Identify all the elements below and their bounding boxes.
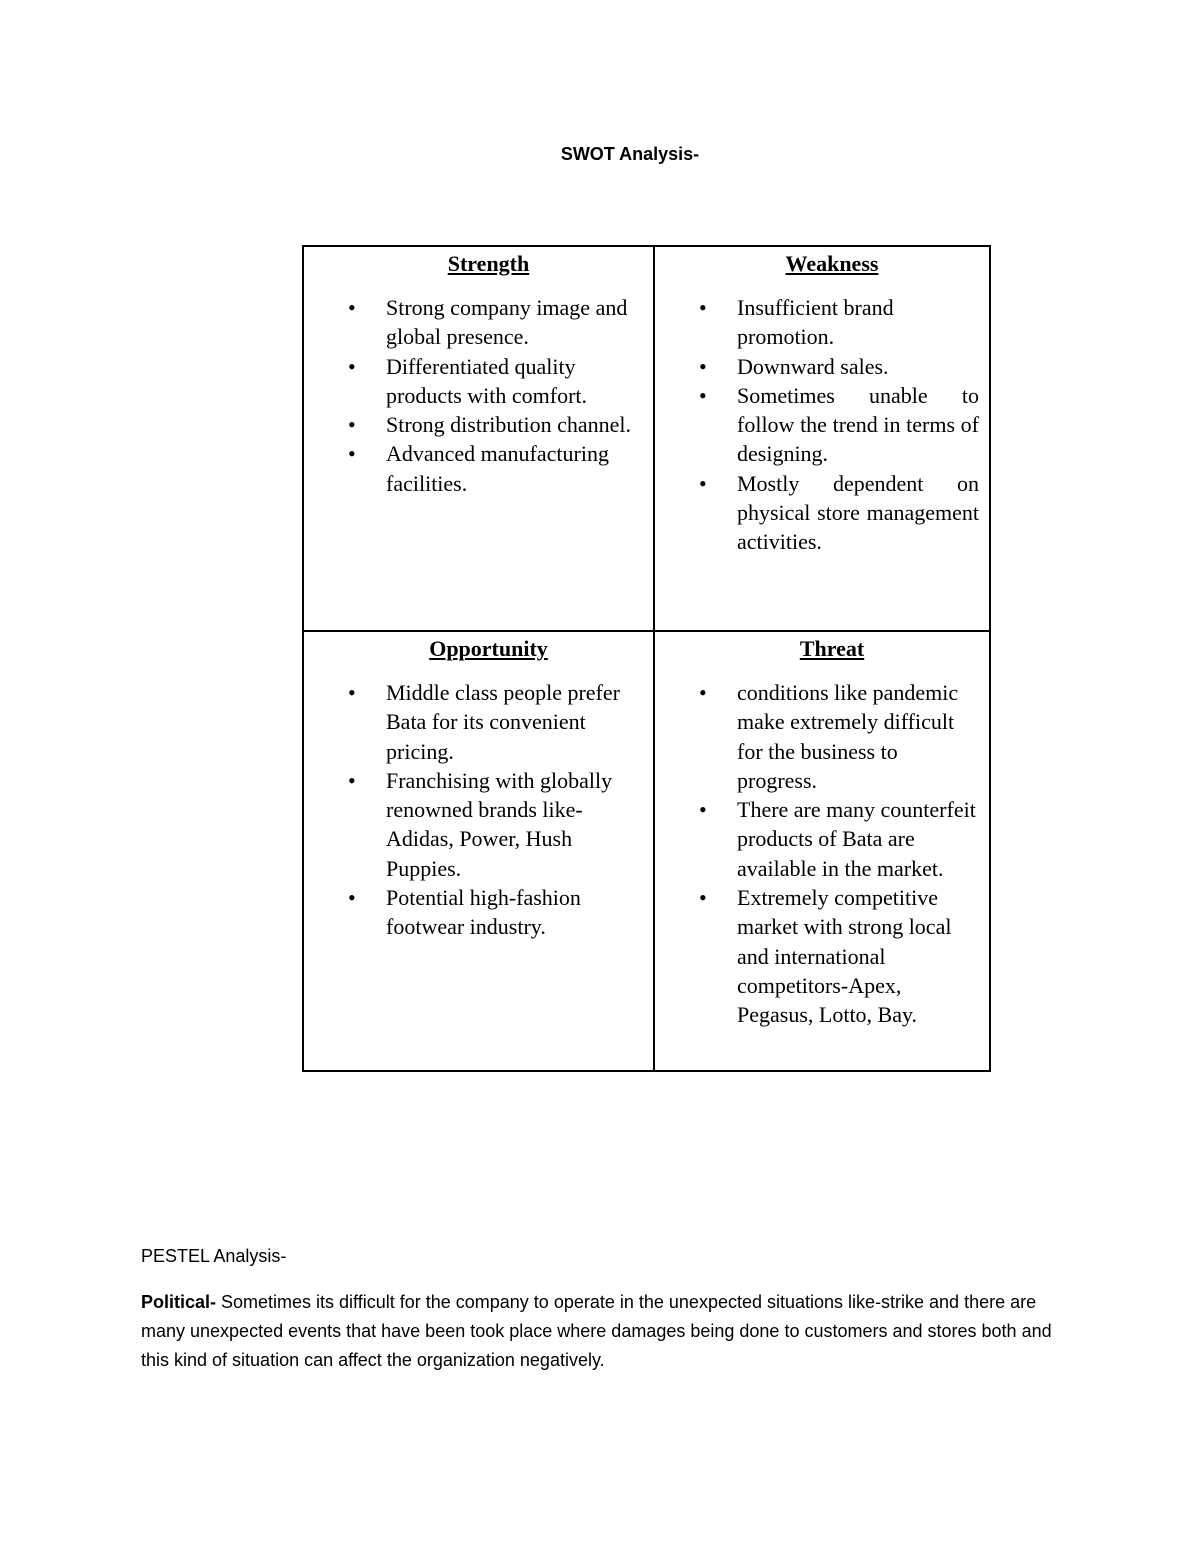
weakness-item: • Mostly dependent on physical store management activities.	[685, 469, 979, 557]
strength-item: • Advanced manufacturing facilities.	[334, 439, 643, 498]
strength-list	[334, 293, 643, 498]
threat-item: • There are many counterfeit products of Bata are available in the market.	[685, 795, 979, 883]
weakness-list	[685, 293, 979, 557]
swot-table	[302, 245, 991, 1072]
opportunity-list	[334, 678, 643, 942]
swot-row-top	[303, 246, 990, 631]
swot-title: SWOT Analysis-	[560, 144, 700, 164]
threat-heading: Threat	[799, 636, 865, 661]
strength-cell	[303, 246, 654, 631]
strength-item: • Strong company image and global presence.	[334, 293, 643, 352]
weakness-heading: Weakness	[785, 251, 879, 276]
political-label: Political-	[141, 1292, 217, 1312]
weakness-item: • Sometimes unable to follow the trend in terms of designing.	[685, 381, 979, 469]
opportunity-heading: Opportunity	[429, 636, 548, 661]
pestel-heading: PESTEL Analysis-	[141, 1246, 287, 1266]
opportunity-item: • Middle class people prefer Bata for its convenient pricing.	[334, 678, 643, 766]
weakness-cell	[654, 246, 990, 631]
opportunity-cell	[303, 631, 654, 1071]
opportunity-item: • Potential high-fashion footwear industry.	[334, 883, 643, 942]
opportunity-item: • Franchising with globally renowned brands like- Adidas, Power, Hush Puppies.	[334, 766, 643, 883]
threat-item: • conditions like pandemic make extremely difficult for the business to progress.	[685, 678, 979, 795]
threat-cell	[654, 631, 990, 1071]
strength-item: • Strong distribution channel.	[334, 410, 643, 439]
strength-heading: Strength	[447, 251, 530, 276]
strength-item: • Differentiated quality products with comfort.	[334, 352, 643, 411]
swot-row-bottom	[303, 631, 990, 1071]
political-paragraph	[141, 1288, 1061, 1375]
weakness-item: • Insufficient brand promotion.	[685, 293, 979, 352]
political-text: Sometimes its difficult for the company to operate in the unexpected situations like-strike and there are many unexpected events that have been took place where damages being done to customers and stores both and this kind of situation can affect the organization negatively.	[141, 1292, 1052, 1370]
threat-list	[685, 678, 979, 1030]
threat-item: • Extremely competitive market with strong local and international competitors-Apex, Pegasus, Lotto, Bay.	[685, 883, 979, 1029]
weakness-item: • Downward sales.	[685, 352, 979, 381]
